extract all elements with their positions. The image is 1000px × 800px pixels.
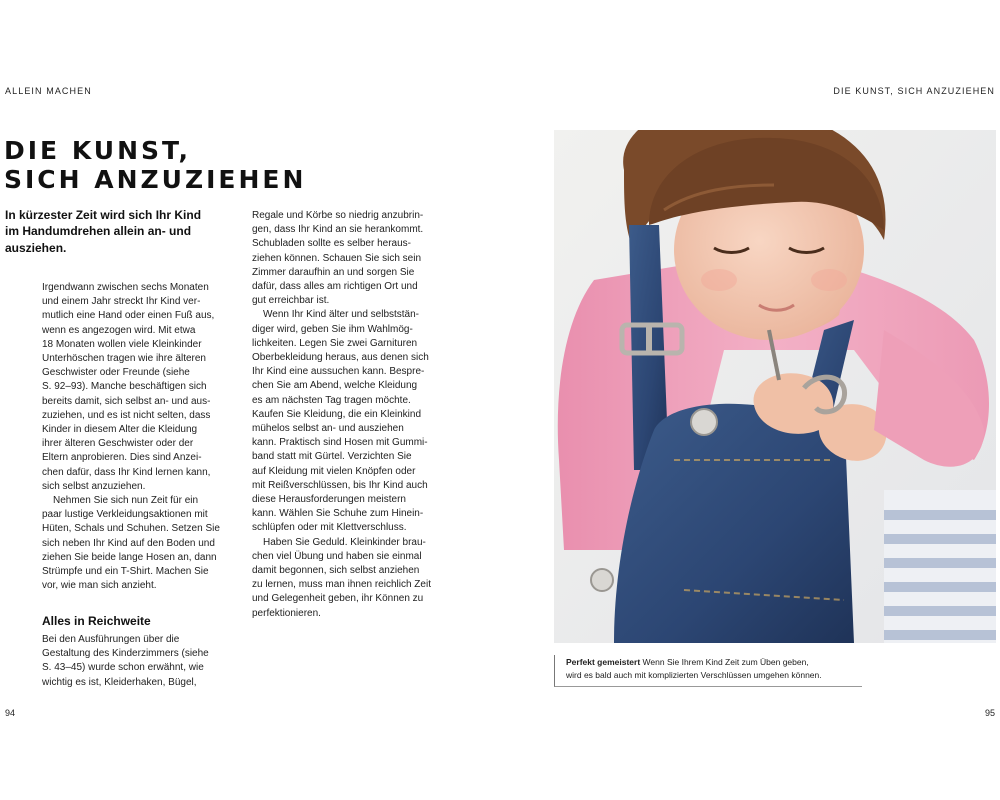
text-line: perfektionieren.	[252, 607, 321, 619]
page-number-left: 94	[5, 708, 16, 718]
text-line: diger wird, geben Sie ihm Wahlmög-	[252, 323, 413, 335]
text-line: ziehen Sie beide lange Hosen an, dann	[42, 551, 217, 563]
running-head-right: DIE KUNST, SICH ANZUZIEHEN	[833, 86, 995, 96]
text-line: bereits damit, sich selbst an- und aus-	[42, 395, 211, 407]
title-line: DIE KUNST,	[4, 136, 191, 165]
text-line: ziehen können. Schauen Sie sich sein	[252, 252, 422, 264]
overall-button	[691, 409, 717, 435]
caption-text: Wenn Sie Ihrem Kind Zeit zum Üben geben,	[640, 657, 809, 667]
text-line: chen viel Übung und haben sie einmal	[252, 550, 422, 562]
text-line: Kaufen Sie Kleidung, die ein Kleinkind	[252, 408, 422, 420]
page-number-right: 95	[984, 708, 995, 718]
text-line: Oberbekleidung heraus, aus denen sich	[252, 352, 429, 364]
text-line: mit Reißverschlüssen, bis Ihr Kind auch	[252, 479, 428, 491]
text-line: Hüten, Schals und Schuhen. Setzen Sie	[42, 523, 220, 535]
text-line: wenn es angezogen wird. Mit etwa	[42, 324, 196, 336]
text-line: dafür, dass alles am richtigen Ort und	[252, 281, 418, 293]
text-line: Zimmer daraufhin an und sorgen Sie	[252, 266, 415, 278]
text-line: Bei den Ausführungen über die	[42, 634, 180, 645]
text-line: zu lernen, muss man ihnen reichlich Zeit	[252, 579, 431, 591]
text-line: es am nächsten Tag tragen möchte.	[252, 394, 411, 406]
text-line: Schubladen sollte es selber heraus-	[252, 238, 411, 250]
text-line: zuziehen, und es ist nicht selten, dass	[42, 409, 211, 421]
text-line: und einem Jahr streckt Ihr Kind ver-	[42, 296, 201, 308]
lead-paragraph	[5, 207, 235, 256]
text-line: chen Sie am Abend, welche Kleidung	[252, 380, 418, 392]
text-line: Gestaltung des Kinderzimmers (siehe	[42, 648, 209, 660]
text-line: Kinder in diesem Alter die Kleidung	[42, 424, 198, 436]
text-line: Regale und Körbe so niedrig anzubrin-	[252, 210, 424, 221]
child-dressing-photo	[554, 130, 996, 643]
text-line: 18 Monaten wollen viele Kleinkinder	[42, 338, 202, 350]
text-line: damit begonnen, sich selbst anziehen	[252, 565, 420, 577]
running-head-left: ALLEIN MACHEN	[5, 86, 92, 96]
text-line: S. 92–93). Manche beschäftigen sich	[42, 381, 207, 393]
body-column-2	[252, 209, 452, 621]
body-column-1	[42, 281, 242, 593]
caption-bold: Perfekt gemeistert	[566, 657, 641, 667]
text-line: lichkeiten. Legen Sie zwei Garnituren	[252, 337, 418, 349]
text-line: Ihr Kind eine aussuchen kann. Bespre-	[252, 366, 425, 378]
text-line: sich selbst anzuziehen.	[42, 480, 146, 492]
subheading: Alles in Reichweite	[42, 614, 151, 628]
text-line: mutlich eine Hand oder einen Fuß aus,	[42, 310, 215, 322]
text-line: auf Kleidung mit vielen Knöpfen oder	[252, 465, 416, 477]
text-line: kann. Wählen Sie Schuhe zum Hinein-	[252, 508, 424, 520]
lead-line: In kürzester Zeit wird sich Ihr Kind	[5, 208, 202, 222]
caption-line	[566, 656, 862, 669]
text-line: mühelos selbst an- und ausziehen	[252, 423, 404, 435]
text-line: Strümpfe und ein T-Shirt. Machen Sie	[42, 566, 209, 578]
text-line: S. 43–45) wurde schon erwähnt, wie	[42, 662, 204, 674]
photo-illustration	[554, 130, 996, 643]
caption-line: wird es bald auch mit komplizierten Verschlüssen umgehen können.	[566, 669, 822, 680]
text-line: Nehmen Sie sich nun Zeit für ein	[53, 495, 199, 507]
photo-caption	[554, 655, 862, 687]
text-line: gut erreichbar ist.	[252, 295, 330, 307]
text-line: chen dafür, dass Ihr Kind lernen kann,	[42, 466, 211, 478]
text-line: ihrer älteren Geschwister oder der	[42, 438, 194, 450]
text-line: sich neben Ihr Kind auf den Boden und	[42, 537, 215, 549]
text-line: band statt mit Gürtel. Verzichten Sie	[252, 451, 412, 463]
text-line: Geschwister oder Freunde (siehe	[42, 367, 190, 379]
text-line: und Gelegenheit geben, ihr Können zu	[252, 593, 424, 605]
text-line: diese Herausforderungen meistern	[252, 494, 406, 506]
text-line: vor, wie man sich anzieht.	[42, 580, 157, 592]
text-line: wichtig es ist, Kleiderhaken, Bügel,	[42, 676, 197, 688]
text-line: Wenn Ihr Kind älter und selbststän-	[263, 309, 420, 321]
text-line: schlüpfen oder mit Klettverschluss.	[252, 522, 407, 534]
text-line: gen, dass Ihr Kind an sie herankommt.	[252, 224, 424, 236]
text-line: Unterhöschen tragen wie ihre älteren	[42, 353, 206, 365]
lead-line: ausziehen.	[5, 240, 67, 255]
text-line: Eltern anprobieren. Dies sind Anzei-	[42, 452, 202, 464]
text-line: kann. Praktisch sind Hosen mit Gummi-	[252, 437, 428, 449]
text-line: Irgendwann zwischen sechs Monaten	[42, 282, 209, 293]
page-title	[4, 136, 484, 194]
title-line: SICH ANZUZIEHEN	[4, 165, 307, 194]
striped-blanket	[884, 490, 996, 643]
text-line: paar lustige Verkleidungsaktionen mit	[42, 509, 208, 521]
body-column-1-continued	[42, 633, 242, 690]
text-line: Haben Sie Geduld. Kleinkinder brau-	[263, 536, 426, 548]
lead-line: im Handumdrehen allein an- und	[5, 224, 192, 239]
